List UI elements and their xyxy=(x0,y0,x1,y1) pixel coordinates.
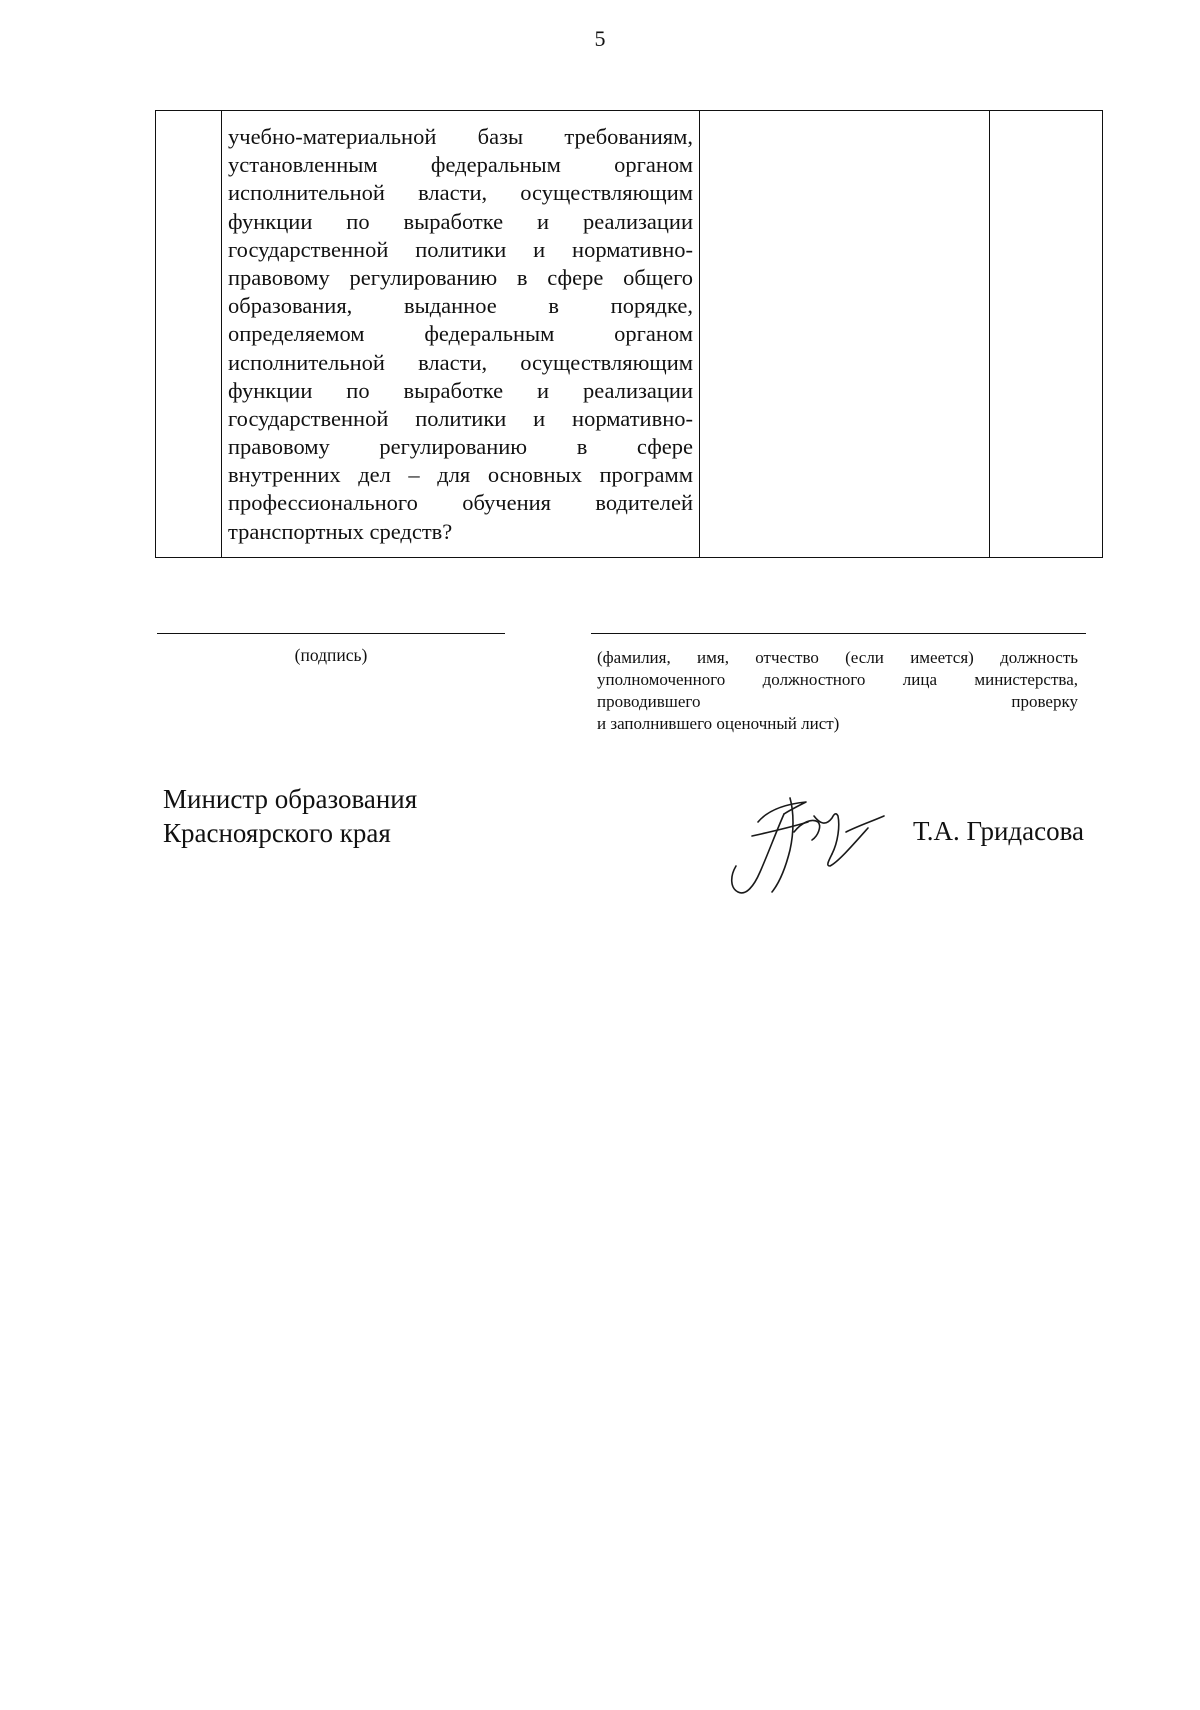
evaluation-table xyxy=(155,110,1103,558)
table-column-divider xyxy=(989,111,990,557)
name-caption xyxy=(597,647,1078,735)
question-text-line: установленным федеральным органом xyxy=(228,152,693,178)
question-text-line: государственной политики и нормативно- xyxy=(228,236,693,262)
minister-title xyxy=(163,782,417,850)
name-caption-line: проводившего проверку xyxy=(597,692,1078,711)
name-line xyxy=(591,633,1086,634)
table-column-divider xyxy=(221,111,222,557)
question-text-line: функции по выработке и реализации xyxy=(228,377,693,403)
minister-title-line: Красноярского края xyxy=(163,818,391,848)
question-text-line: исполнительной власти, осуществляющим xyxy=(228,349,693,375)
table-column-divider xyxy=(699,111,700,557)
page-number: 5 xyxy=(594,26,606,51)
question-text-line: государственной политики и нормативно- xyxy=(228,405,693,431)
question-text-line: правовому регулированию в сфере общего xyxy=(228,264,693,290)
question-text-line: функции по выработке и реализации xyxy=(228,208,693,234)
question-text-line: учебно-материальной базы требованиям, xyxy=(228,124,693,149)
signer-name: Т.А. Гридасова xyxy=(913,816,1084,846)
question-text-line: определяемом федеральным органом xyxy=(228,321,693,347)
question-text-line: исполнительной власти, осуществляющим xyxy=(228,180,693,206)
question-text-line: внутренних дел – для основных программ xyxy=(228,462,693,488)
name-caption-line: (фамилия, имя, отчество (если имеется) должность xyxy=(597,648,1078,667)
table-question-cell xyxy=(228,123,693,546)
signature-line xyxy=(157,633,505,634)
question-text-line: транспортных средств? xyxy=(228,518,453,544)
minister-title-line: Министр образования xyxy=(163,784,418,814)
question-text-line: образования, выданное в порядке, xyxy=(228,293,693,319)
signature-caption: (подпись) xyxy=(294,645,368,665)
handwritten-signature xyxy=(728,792,903,902)
name-caption-line: уполномоченного должностного лица министерства, xyxy=(597,670,1078,689)
question-text-line: правовому регулированию в сфере xyxy=(228,434,693,460)
question-text-line: профессионального обучения водителей xyxy=(228,490,693,516)
name-caption-line: и заполнившего оценочный лист) xyxy=(597,714,840,733)
